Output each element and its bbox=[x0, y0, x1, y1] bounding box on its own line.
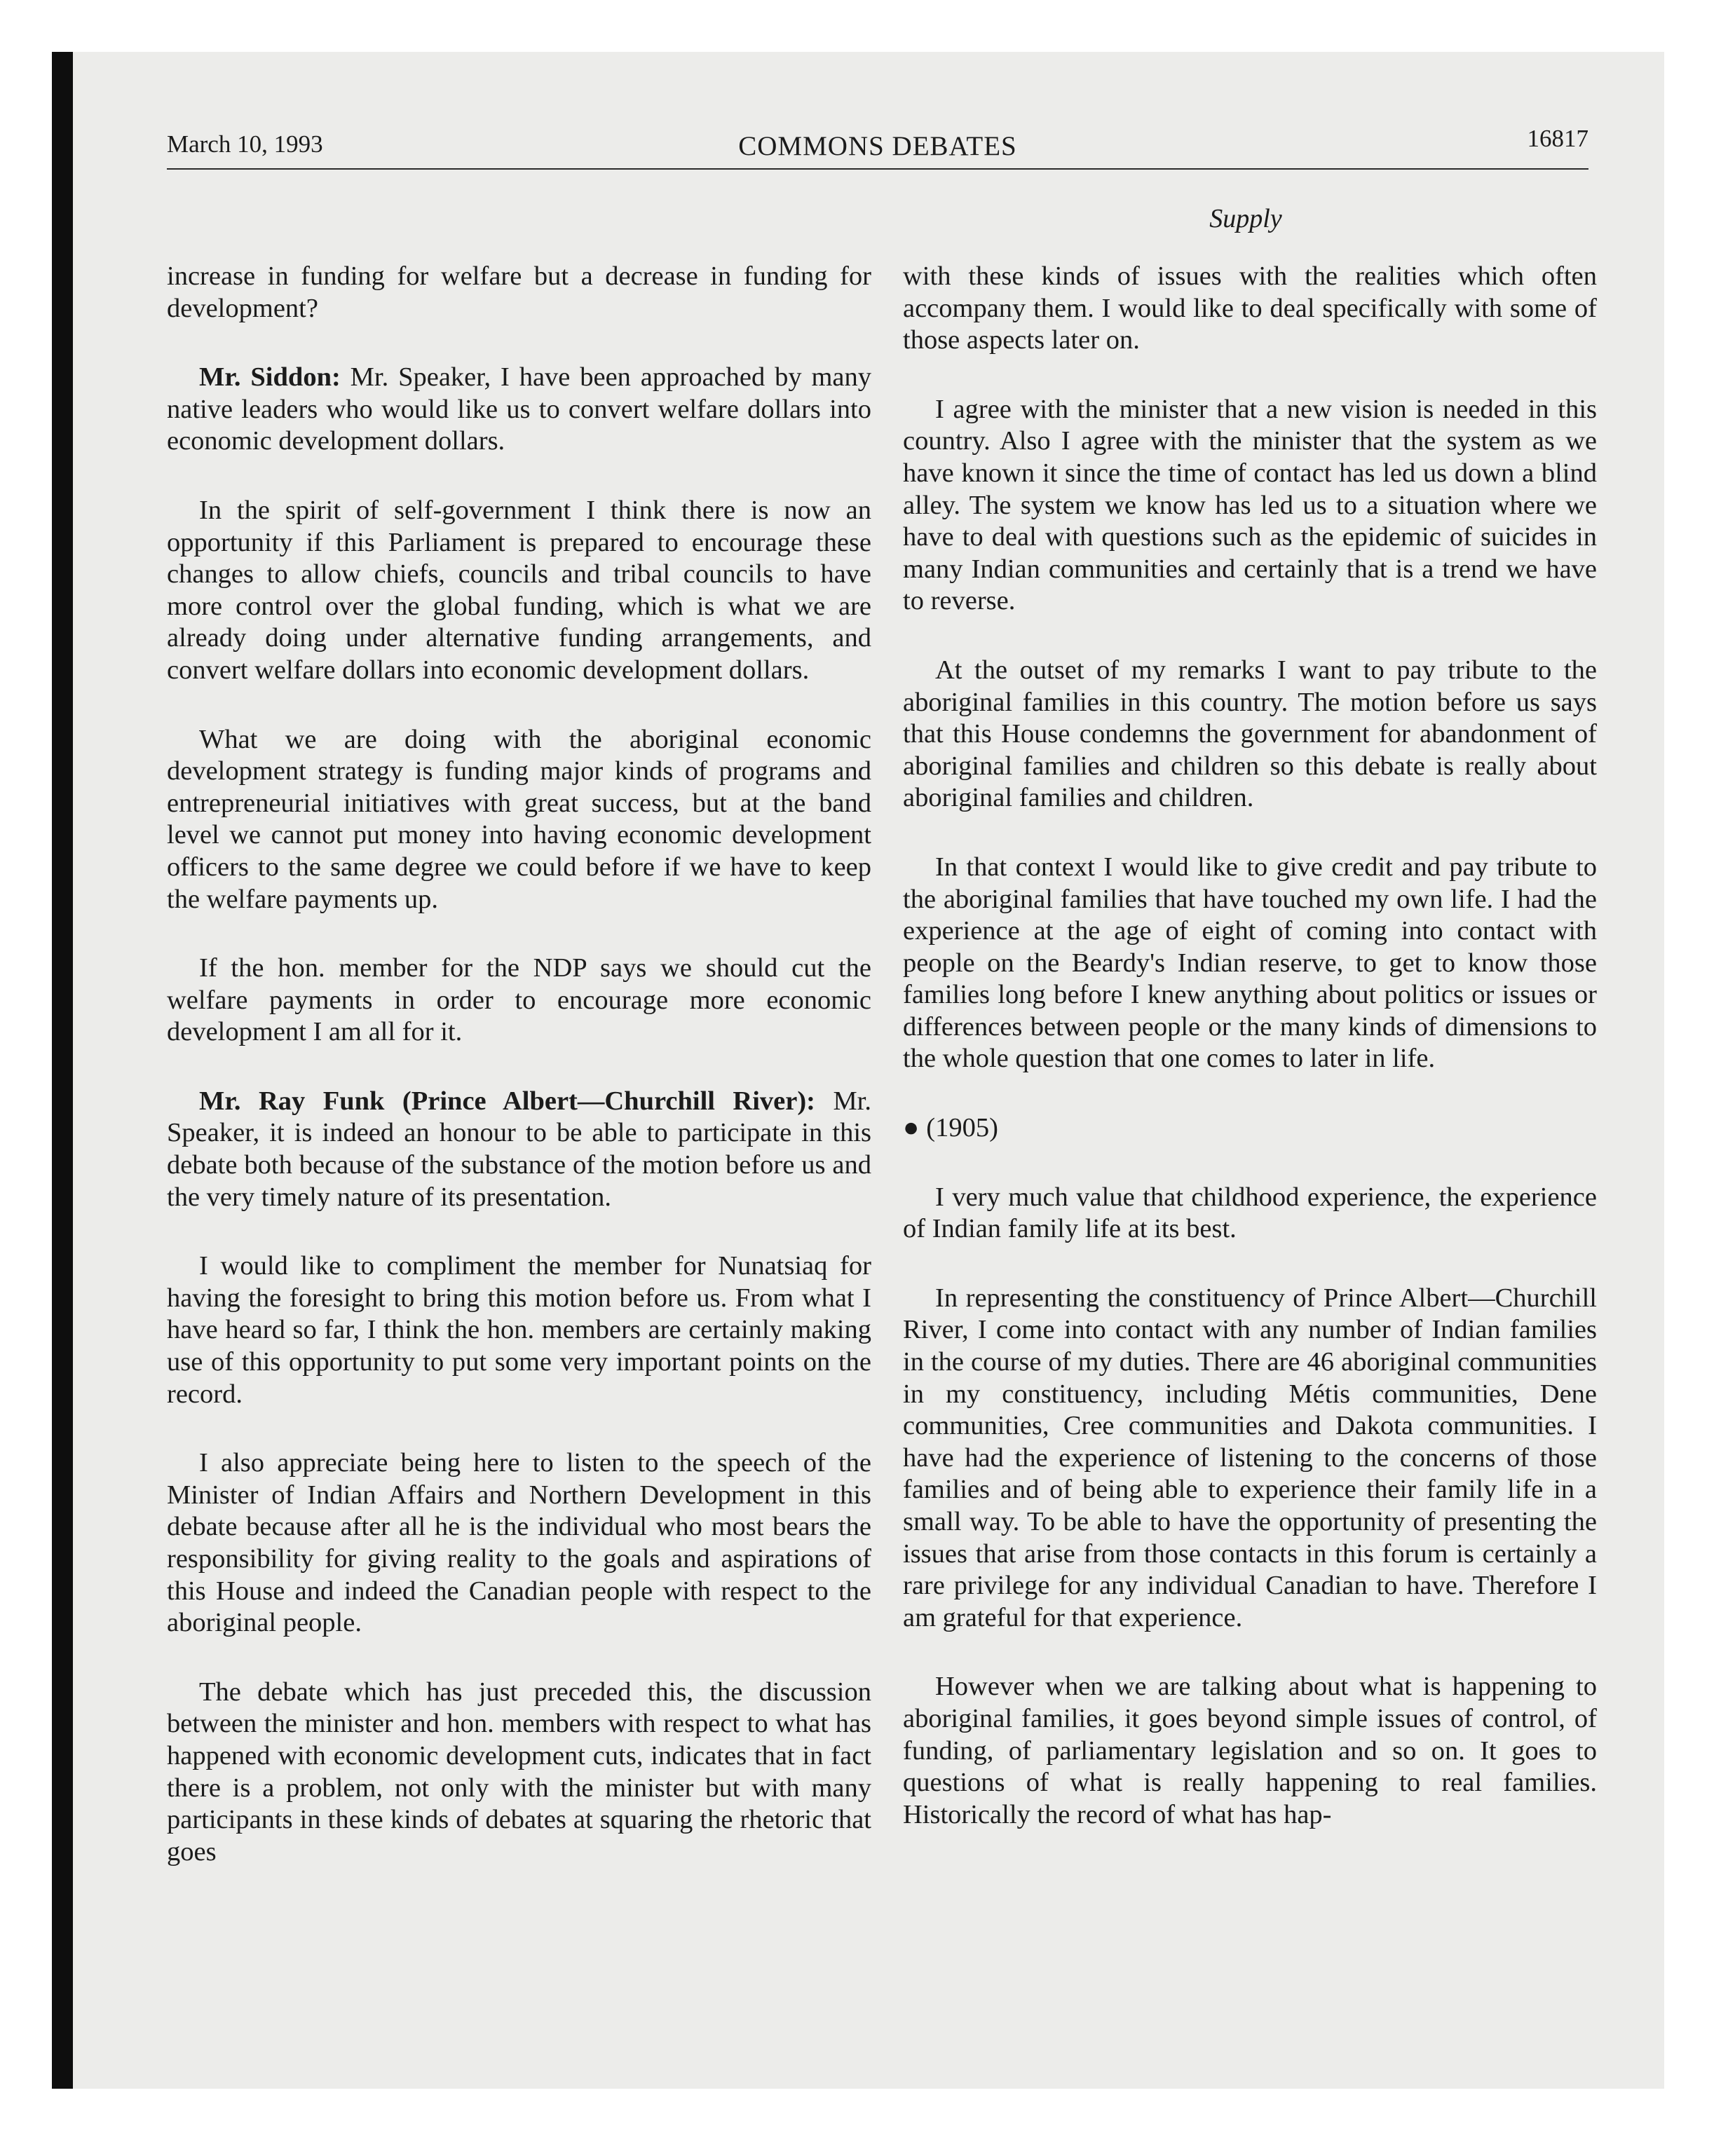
left-column bbox=[167, 261, 871, 1905]
paragraph bbox=[167, 1677, 871, 1869]
paragraph bbox=[167, 724, 871, 916]
paragraph-text: Mr. Speaker, it is indeed an honour to be able to participate in this debate both because of the substance of the motion before us and the very timely nature of its presentation. bbox=[167, 1086, 872, 1212]
paragraph-text: At the outset of my remarks I want to pay tribute to the aboriginal families in this country. The motion before us says that this House condemns the government for abandonment of aboriginal families and children so this debate is really about aboriginal families and children. bbox=[903, 655, 1597, 813]
paragraph bbox=[903, 1671, 1597, 1831]
paragraph-text: What we are doing with the aboriginal economic development strategy is funding major kinds of programs and entrepreneurial initiatives with great success, but at the band level we cannot put money into having economic development officers to the same degree we could before if we have to keep the welfare payments up. bbox=[167, 724, 871, 914]
section-label: Supply bbox=[1209, 204, 1282, 233]
paragraph bbox=[167, 1447, 871, 1639]
paragraph bbox=[167, 495, 871, 687]
running-header bbox=[167, 125, 1588, 161]
paragraph bbox=[903, 261, 1597, 357]
paragraph-text: increase in funding for welfare but a decrease in funding for development? bbox=[167, 261, 871, 323]
paragraph-text: In the spirit of self-government I think there is now an opportunity if this Parliament is prepared to encourage these changes to allow chiefs, councils and tribal councils to have more control over the global funding, which is what we are already doing under alternative funding arrangements, and convert welfare dollars into economic development dollars. bbox=[167, 495, 871, 685]
speaker-name: Mr. Siddon: bbox=[199, 362, 341, 393]
paragraph-text: with these kinds of issues with the realities which often accompany them. I would like to deal specifically with some of those aspects later on. bbox=[903, 261, 1597, 355]
paragraph bbox=[167, 1086, 871, 1213]
header-date: March 10, 1993 bbox=[167, 130, 323, 158]
scan-binding-edge bbox=[52, 52, 73, 2089]
paragraph-text: I would like to compliment the member for Nunatsiaq for having the foresight to bring this motion before us. From what I have heard so far, I think the hon. members are certainly making use of this opportunity to put some very important points on the record. bbox=[167, 1251, 871, 1409]
paragraph-text: The debate which has just preceded this, the discussion between the minister and hon. members with respect to what has happened with economic development cuts, indicates that in fact there is a problem, not only with the minister but with many participants in these kinds of debates at squaring the rhetoric that goes bbox=[167, 1677, 871, 1867]
paragraph bbox=[167, 953, 871, 1049]
paragraph bbox=[167, 261, 871, 325]
paragraph bbox=[167, 1250, 871, 1410]
speaker-name: Mr. Ray Funk (Prince Albert—Churchill River): bbox=[199, 1086, 815, 1116]
paragraph-text: In representing the constituency of Prince Albert—Churchill River, I come into contact with any number of Indian families in the course of my duties. There are 46 aboriginal communities in my constituency, including Métis communities, Dene communities, Cree communities and Dakota communities. I have had the experience of listening to the concerns of those families and of being able to experience their family life in a small way. To be able to have the opportunity of presenting the issues that arise from those contacts in this forum is certainly a rare privilege for any individual Canadian to have. Therefore I am grateful for that experience. bbox=[903, 1283, 1597, 1632]
header-rule bbox=[167, 168, 1588, 170]
paragraph bbox=[903, 1182, 1597, 1246]
paragraph-text: I also appreciate being here to listen to the speech of the Minister of Indian Affairs and Northern Development in this debate because after all he is the individual who most bears the responsibility for giving reality to the goals and aspirations of this House and indeed the Canadian people with respect to the aboriginal people. bbox=[167, 1448, 871, 1638]
time-stamp: (1905) bbox=[926, 1113, 998, 1143]
paragraph-text: I very much value that childhood experience, the experience of Indian family life at its best. bbox=[903, 1182, 1597, 1244]
right-column bbox=[903, 261, 1597, 1868]
paragraph bbox=[903, 394, 1597, 618]
paragraph bbox=[903, 852, 1597, 1075]
paragraph-text: If the hon. member for the NDP says we should cut the welfare payments in order to encourage more economic development I am all for it. bbox=[167, 953, 871, 1047]
paragraph bbox=[903, 655, 1597, 814]
paragraph-text: However when we are talking about what is happening to aboriginal families, it goes beyond simple issues of control, of funding, of parliamentary legislation and so on. It goes to questions of what is really happening to real families. Historically the record of what has hap- bbox=[903, 1672, 1597, 1829]
bullet-icon: ● bbox=[903, 1113, 920, 1143]
paragraph-text: I agree with the minister that a new vision is needed in this country. Also I agree with the minister that the system as we have known it since the time of contact has led us down a blind alley. The system we know has led us to a situation where we have to deal with questions such as the epidemic of suicides in many Indian communities and certainly that is a trend we have to reverse. bbox=[903, 394, 1597, 616]
page-number: 16817 bbox=[1527, 125, 1588, 152]
time-marker bbox=[903, 1112, 1597, 1145]
paragraph-text: Mr. Speaker, I have been approached by many native leaders who would like us to convert welfare dollars into economic development dollars. bbox=[167, 362, 871, 456]
paragraph bbox=[167, 362, 871, 458]
paragraph-text: In that context I would like to give credit and pay tribute to the aboriginal families that have touched my own life. I had the experience at the age of eight of coming into contact with people on the Beardy's Indian reserve, to get to know those families long before I knew anything about politics or issues or differences between people or the many kinds of dimensions to the whole question that one comes to later in life. bbox=[903, 852, 1597, 1074]
header-title: COMMONS DEBATES bbox=[738, 131, 1017, 161]
paragraph bbox=[903, 1283, 1597, 1635]
